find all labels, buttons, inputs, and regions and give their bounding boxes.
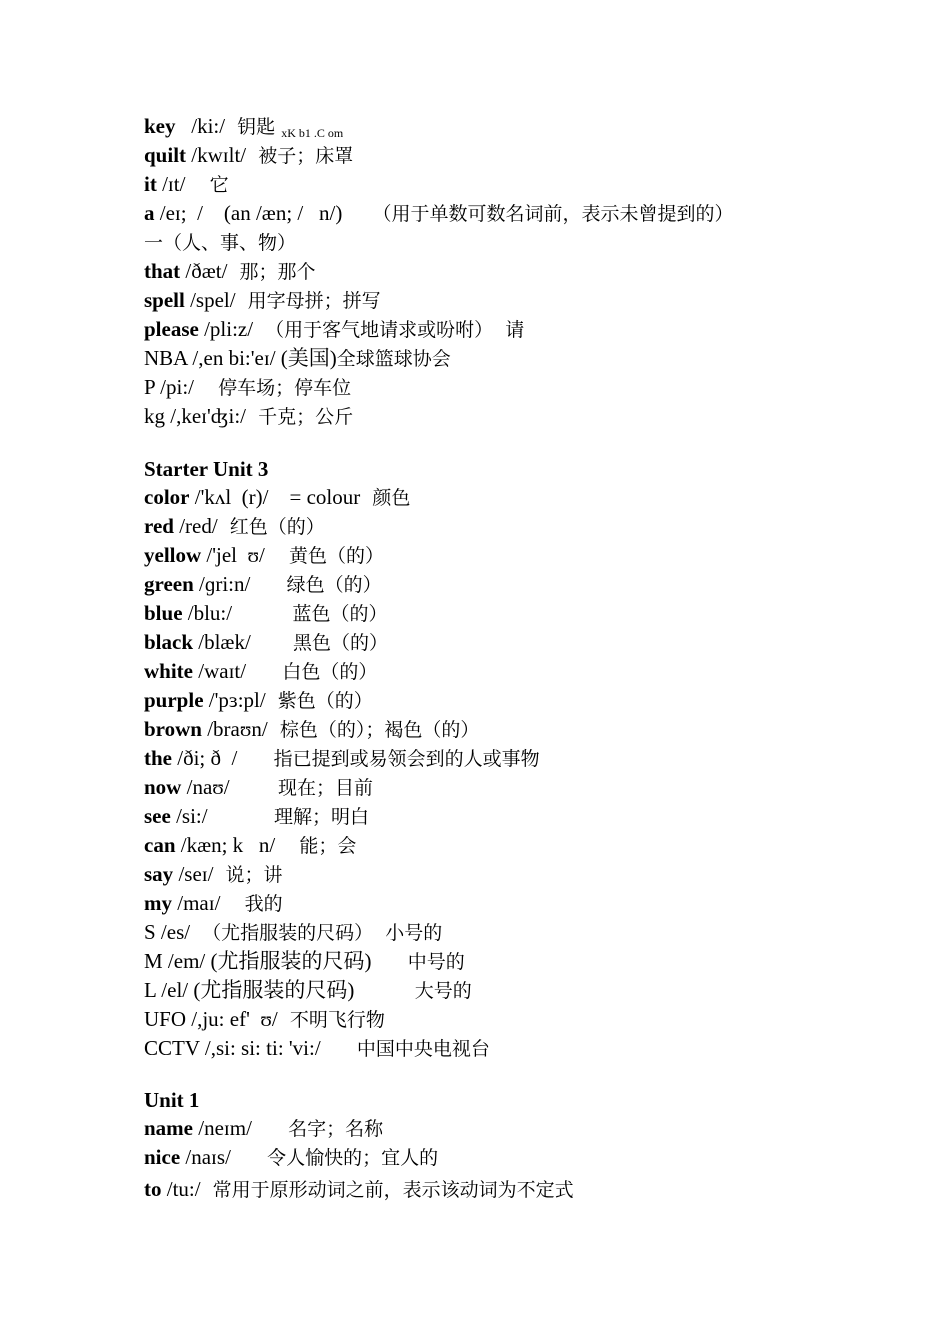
entry-pronunciation: /kæn; k n/ xyxy=(175,833,276,857)
watermark-text: xK b1 .C om xyxy=(281,126,344,140)
entry-word: spell xyxy=(144,288,185,312)
entry-kg xyxy=(144,403,353,430)
entry-gloss: 停车场；停车位 xyxy=(194,377,352,399)
entry-say xyxy=(144,861,283,888)
entry-pronunciation: /'pɜ:pl/ xyxy=(203,688,266,712)
entry-please xyxy=(144,316,524,343)
entry-gloss: 不明飞行物 xyxy=(277,1009,385,1031)
entry-gloss: 棕色（的）；褐色（的） xyxy=(267,719,480,741)
entry-pronunciation: M /em/ (尤指服装的尺码) xyxy=(144,949,372,973)
entry-gloss: （用于客气地请求或吩咐） 请 xyxy=(253,319,525,341)
entry-word: brown xyxy=(144,717,202,741)
entry-can xyxy=(144,832,356,859)
entry-word: nice xyxy=(144,1145,181,1169)
entry-s xyxy=(144,919,442,946)
entry-pronunciation: /'jel ʊ/ xyxy=(201,543,265,567)
entry-yellow xyxy=(144,542,384,569)
entry-pronunciation: /red/ xyxy=(173,514,218,538)
entry-gloss: 我的 xyxy=(220,893,283,915)
entry-pronunciation: /maɪ/ xyxy=(172,891,221,915)
entry-word: color xyxy=(144,485,190,509)
entry-pronunciation: /pli:z/ xyxy=(198,317,254,341)
entry-pronunciation: S /es/ xyxy=(144,920,191,944)
entry-blue xyxy=(144,600,388,627)
entry-gloss: 那；那个 xyxy=(227,261,316,283)
entry-gloss: 令人愉快的；宜人的 xyxy=(230,1147,439,1169)
entry-gloss: 用字母拼；拼写 xyxy=(235,290,381,312)
entry-gloss: 被子；床罩 xyxy=(246,145,354,167)
entry-quilt xyxy=(144,142,353,169)
entry-pronunciation: /si:/ xyxy=(170,804,208,828)
section-heading-starter-unit-3: Starter Unit 3 xyxy=(144,457,269,481)
entry-green xyxy=(144,571,382,598)
entry-word: purple xyxy=(144,688,204,712)
entry-a-continued xyxy=(144,229,296,256)
entry-pronunciation: kg /,keɪ'ʤi:/ xyxy=(144,404,247,428)
entry-pronunciation: /naɪs/ xyxy=(180,1145,231,1169)
entry-word: please xyxy=(144,317,199,341)
entry-pronunciation: /seɪ/ xyxy=(173,862,214,886)
entry-color xyxy=(144,484,410,511)
entry-word: that xyxy=(144,259,181,283)
entry-brown xyxy=(144,716,479,743)
entry-word: yellow xyxy=(144,543,202,567)
entry-pronunciation: /waɪt/ xyxy=(193,659,247,683)
entry-pronunciation: P /pi:/ xyxy=(144,375,194,399)
entry-cctv xyxy=(144,1035,490,1062)
entry-gloss: （尤指服装的尺码） 小号的 xyxy=(190,922,443,944)
entry-gloss: 蓝色（的） xyxy=(232,603,388,625)
entry-spell xyxy=(144,287,381,314)
entry-pronunciation: /blæk/ xyxy=(193,630,251,654)
entry-pronunciation: /ki:/ xyxy=(175,114,226,138)
entry-pronunciation: L /el/ (尤指服装的尺码) xyxy=(144,978,355,1002)
entry-gloss: 大号的 xyxy=(354,980,472,1002)
entry-pronunciation: /braʊn/ xyxy=(201,717,268,741)
entry-it xyxy=(144,171,229,198)
entry-gloss: 紫色（的） xyxy=(265,690,373,712)
entry-pronunciation: NBA /,en bi:'eɪ/ (美国) xyxy=(144,346,337,370)
entry-gloss: 理解；明白 xyxy=(207,806,370,828)
entry-word: red xyxy=(144,514,174,538)
entry-gloss: 能；会 xyxy=(275,835,357,857)
entry-my xyxy=(144,890,283,917)
entry-gloss: （用于单数可数名词前，表示未曾提到的） xyxy=(342,203,734,225)
entry-gloss: 黑色（的） xyxy=(250,632,389,654)
entry-the xyxy=(144,745,540,772)
entry-pronunciation: /spel/ xyxy=(184,288,236,312)
entry-word: a xyxy=(144,201,155,225)
entry-word: quilt xyxy=(144,143,187,167)
entry-pronunciation: /'kʌl (r)/ = colour xyxy=(189,485,361,509)
entry-pronunciation: /blu:/ xyxy=(182,601,233,625)
entry-pronunciation: /ɡri:n/ xyxy=(193,572,251,596)
entry-gloss: 常用于原形动词之前，表示该动词为不定式 xyxy=(200,1179,574,1201)
entry-pronunciation: UFO /,ju: ef' ʊ/ xyxy=(144,1007,278,1031)
entry-pronunciation: /tu:/ xyxy=(161,1177,201,1201)
entry-word: the xyxy=(144,746,172,770)
entry-word: it xyxy=(144,172,157,196)
entry-to xyxy=(144,1176,574,1203)
entry-word: white xyxy=(144,659,193,683)
entry-gloss: 指已提到或易领会到的人或事物 xyxy=(237,748,540,770)
entry-gloss: 中国中央电视台 xyxy=(320,1038,490,1060)
entry-ufo xyxy=(144,1006,385,1033)
entry-gloss: 现在；目前 xyxy=(229,777,373,799)
entry-gloss: 白色（的） xyxy=(246,661,378,683)
section-heading-unit-1: Unit 1 xyxy=(144,1088,200,1112)
entry-gloss: 全球篮球协会 xyxy=(336,348,451,370)
entry-gloss: 名字；名称 xyxy=(251,1118,384,1140)
entry-gloss: 一（人、事、物） xyxy=(144,232,297,254)
entry-word: my xyxy=(144,891,172,915)
entry-nice xyxy=(144,1144,438,1171)
entry-pronunciation: /eɪ; / (an /æn; / n/) xyxy=(154,201,343,225)
entry-pronunciation: /ði; ð / xyxy=(172,746,238,770)
entry-word: blue xyxy=(144,601,183,625)
entry-name xyxy=(144,1115,383,1142)
entry-gloss: 绿色（的） xyxy=(250,574,382,596)
entry-gloss: 说；讲 xyxy=(213,864,283,886)
entry-see xyxy=(144,803,369,830)
entry-a xyxy=(144,200,734,227)
entry-pronunciation: /neɪm/ xyxy=(193,1116,252,1140)
entry-word: green xyxy=(144,572,194,596)
entry-purple xyxy=(144,687,373,714)
entry-word: name xyxy=(144,1116,193,1140)
entry-pronunciation: CCTV /,si: si: ti: 'vi:/ xyxy=(144,1036,321,1060)
entry-gloss: 红色（的） xyxy=(217,516,325,538)
entry-gloss: 钥匙 xyxy=(225,116,276,138)
entry-word: key xyxy=(144,114,176,138)
entry-word: to xyxy=(144,1177,162,1201)
entry-gloss: 中号的 xyxy=(371,951,465,973)
entry-pronunciation: /ðæt/ xyxy=(180,259,228,283)
entry-word: black xyxy=(144,630,194,654)
entry-gloss: 千克；公斤 xyxy=(246,406,354,428)
entry-pronunciation: /ɪt/ xyxy=(156,172,186,196)
entry-word: can xyxy=(144,833,176,857)
entry-p xyxy=(144,374,351,401)
entry-black xyxy=(144,629,388,656)
entry-m xyxy=(144,948,465,975)
entry-word: see xyxy=(144,804,171,828)
entry-nba xyxy=(144,345,451,372)
entry-white xyxy=(144,658,377,685)
entry-word: say xyxy=(144,862,174,886)
entry-l xyxy=(144,977,472,1004)
entry-gloss: 它 xyxy=(185,174,229,196)
entry-pronunciation: /kwɪlt/ xyxy=(186,143,247,167)
entry-word: now xyxy=(144,775,182,799)
entry-gloss: 黄色（的） xyxy=(264,545,385,567)
entry-red xyxy=(144,513,325,540)
entry-that xyxy=(144,258,316,285)
entry-pronunciation: /naʊ/ xyxy=(181,775,230,799)
entry-gloss: 颜色 xyxy=(360,487,411,509)
entry-now xyxy=(144,774,373,801)
